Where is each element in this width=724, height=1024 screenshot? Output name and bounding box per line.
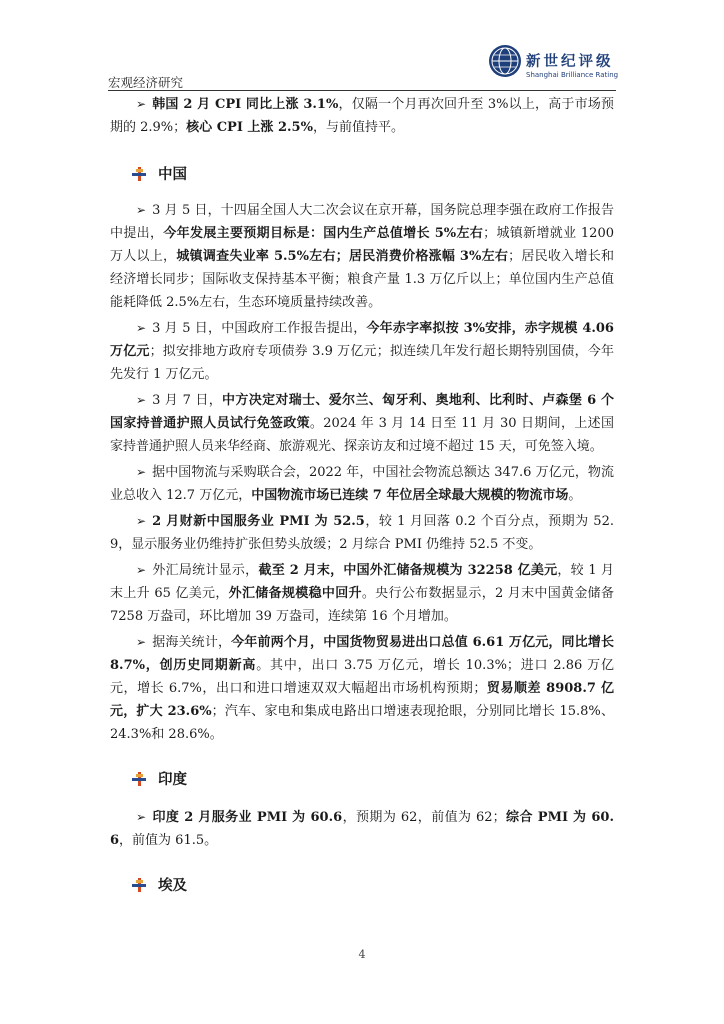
- bold-text-run: 中方决定对瑞士、爱尔兰、匈牙利、奥地利、比利时、卢森堡 6 个国家持普通护照人员试行免签政策: [110, 393, 614, 431]
- paragraph-fx-reserves: [110, 559, 614, 628]
- paragraph-logistics: [110, 461, 614, 507]
- company-logo: [488, 42, 619, 84]
- text-run: 据中国物流与采购联合会，2022 年，中国社会物流总额达 347.6 万亿元，物流业总收入 12.7 万亿元，: [110, 465, 614, 503]
- text-run: ；居民收入增长和经济增长同步；国际收支保持基本平衡；粮食产量 1.3 万亿斤以上；单位国内生产总值能耗降低 2.5%左右，生态环境质量持续改善。: [110, 249, 614, 310]
- logo-chinese-text: 新世纪评级: [526, 54, 614, 70]
- section-title: 中国: [158, 166, 187, 183]
- bold-text-run: 城镇调查失业率 5.5%左右；居民消费价格涨幅 3%左右: [176, 249, 509, 264]
- bold-text-run: 外汇储备规模稳中回升: [228, 586, 362, 601]
- arrow-bullet-icon: ➢: [136, 810, 147, 824]
- section-marker-icon: [132, 167, 146, 181]
- text-run: 据海关统计，: [152, 635, 232, 650]
- arrow-bullet-icon: ➢: [136, 514, 147, 528]
- text-run: ，仅隔一个月再次回升至 3%以上，高于市场预期的 2.9%；: [110, 97, 614, 135]
- text-run: 3 月 7 日，: [152, 393, 223, 408]
- arrow-bullet-icon: ➢: [136, 97, 147, 111]
- arrow-bullet-icon: ➢: [136, 203, 147, 217]
- bold-text-run: 今年发展主要预期目标是：国内生产总值增长 5%左右: [163, 226, 484, 241]
- logo-globe-icon: [488, 44, 522, 78]
- text-run: ，前值为 61.5。: [119, 833, 218, 848]
- section-heading-china: [110, 163, 614, 184]
- page-header: [108, 40, 619, 92]
- section-title: 印度: [158, 771, 187, 788]
- page-number: 4: [358, 948, 366, 961]
- text-run: ；城镇新增就业 1200 万人以上，: [110, 226, 614, 264]
- paragraph-caixin-pmi: [110, 510, 614, 556]
- header-divider: [108, 90, 616, 91]
- text-run: 外汇局统计显示，: [152, 563, 259, 578]
- logo-english-text: Shanghai Brilliance Rating: [526, 71, 619, 79]
- arrow-bullet-icon: ➢: [136, 563, 147, 577]
- page-body: [110, 93, 614, 895]
- text-run: ；拟安排地方政府专项债券 3.9 万亿元；拟连续几年发行超长期特别国债，今年先发行 1 万亿元。: [110, 344, 614, 382]
- bold-text-run: 截至 2 月末，中国外汇储备规模为 32258 亿美元: [258, 563, 558, 578]
- section-heading-egypt: [110, 874, 614, 895]
- section-title: 埃及: [158, 877, 187, 894]
- arrow-bullet-icon: ➢: [136, 635, 147, 649]
- bold-text-run: 韩国 2 月 CPI 同比上涨 3.1%: [152, 97, 339, 112]
- section-marker-icon: [132, 878, 146, 892]
- paragraph-trade: [110, 631, 614, 746]
- bold-text-run: 中国物流市场已连续 7 年位居全球最大规模的物流市场: [251, 488, 569, 503]
- paragraph-korea-cpi: [110, 93, 614, 139]
- arrow-bullet-icon: ➢: [136, 321, 147, 335]
- bold-text-run: 2 月财新中国服务业 PMI 为 52.5: [152, 514, 365, 529]
- text-run: ，较 1 月回落 0.2 个百分点，预期为 52.9，显示服务业仍维持扩张但势头放缓；2 月综合 PMI 仍维持 52.5 不变。: [110, 514, 614, 552]
- header-title: 宏观经济研究: [108, 75, 184, 90]
- bold-text-run: 综合 PMI 为 60.6: [110, 810, 614, 848]
- text-run: ，与前值持平。: [312, 120, 404, 135]
- bold-text-run: 今年赤字率拟按 3%安排，赤字规模 4.06 万亿元: [110, 321, 614, 359]
- bold-text-run: 核心 CPI 上涨 2.5%: [186, 120, 313, 135]
- paragraph-visa-free: [110, 389, 614, 458]
- text-run: ，较 1 月末上升 65 亿美元，: [110, 563, 614, 601]
- paragraph-gov-work-report: [110, 199, 614, 314]
- bold-text-run: 贸易顺差 8908.7 亿元，扩大 23.6%: [110, 681, 614, 719]
- paragraph-deficit: [110, 317, 614, 386]
- bold-text-run: 今年前两个月，中国货物贸易进出口总值 6.61 万亿元，同比增长 8.7%，创历史同期新高: [110, 635, 614, 673]
- arrow-bullet-icon: ➢: [136, 393, 147, 407]
- text-run: 。其中，出口 3.75 万亿元，增长 10.3%；进口 2.86 万亿元，增长 6.7%，出口和进口增速双双大幅超出市场机构预期；: [110, 658, 614, 696]
- text-run: 。: [568, 488, 582, 503]
- text-run: 。2024 年 3 月 14 日至 11 月 30 日期间，上述国家持普通护照人员来华经商、旅游观光、探亲访友和过境不超过 15 天，可免签入境。: [110, 416, 614, 454]
- text-run: 。央行公布数据显示，2 月末中国黄金储备 7258 万盎司，环比增加 39 万盎司，连续第 16 个月增加。: [110, 586, 614, 624]
- arrow-bullet-icon: ➢: [136, 465, 147, 479]
- section-heading-india: [110, 768, 614, 789]
- text-run: 3 月 5 日，中国政府工作报告提出，: [152, 321, 367, 336]
- text-run: 3 月 5 日，十四届全国人大二次会议在京开幕，国务院总理李强在政府工作报告中提出，: [110, 203, 614, 241]
- text-run: ，预期为 62，前值为 62；: [342, 810, 506, 825]
- section-marker-icon: [132, 772, 146, 786]
- text-run: ；汽车、家电和集成电路出口增速表现抢眼，分别同比增长 15.8%、24.3%和 28.6%。: [110, 704, 614, 742]
- paragraph-india-pmi: [110, 806, 614, 852]
- bold-text-run: 印度 2 月服务业 PMI 为 60.6: [152, 810, 343, 825]
